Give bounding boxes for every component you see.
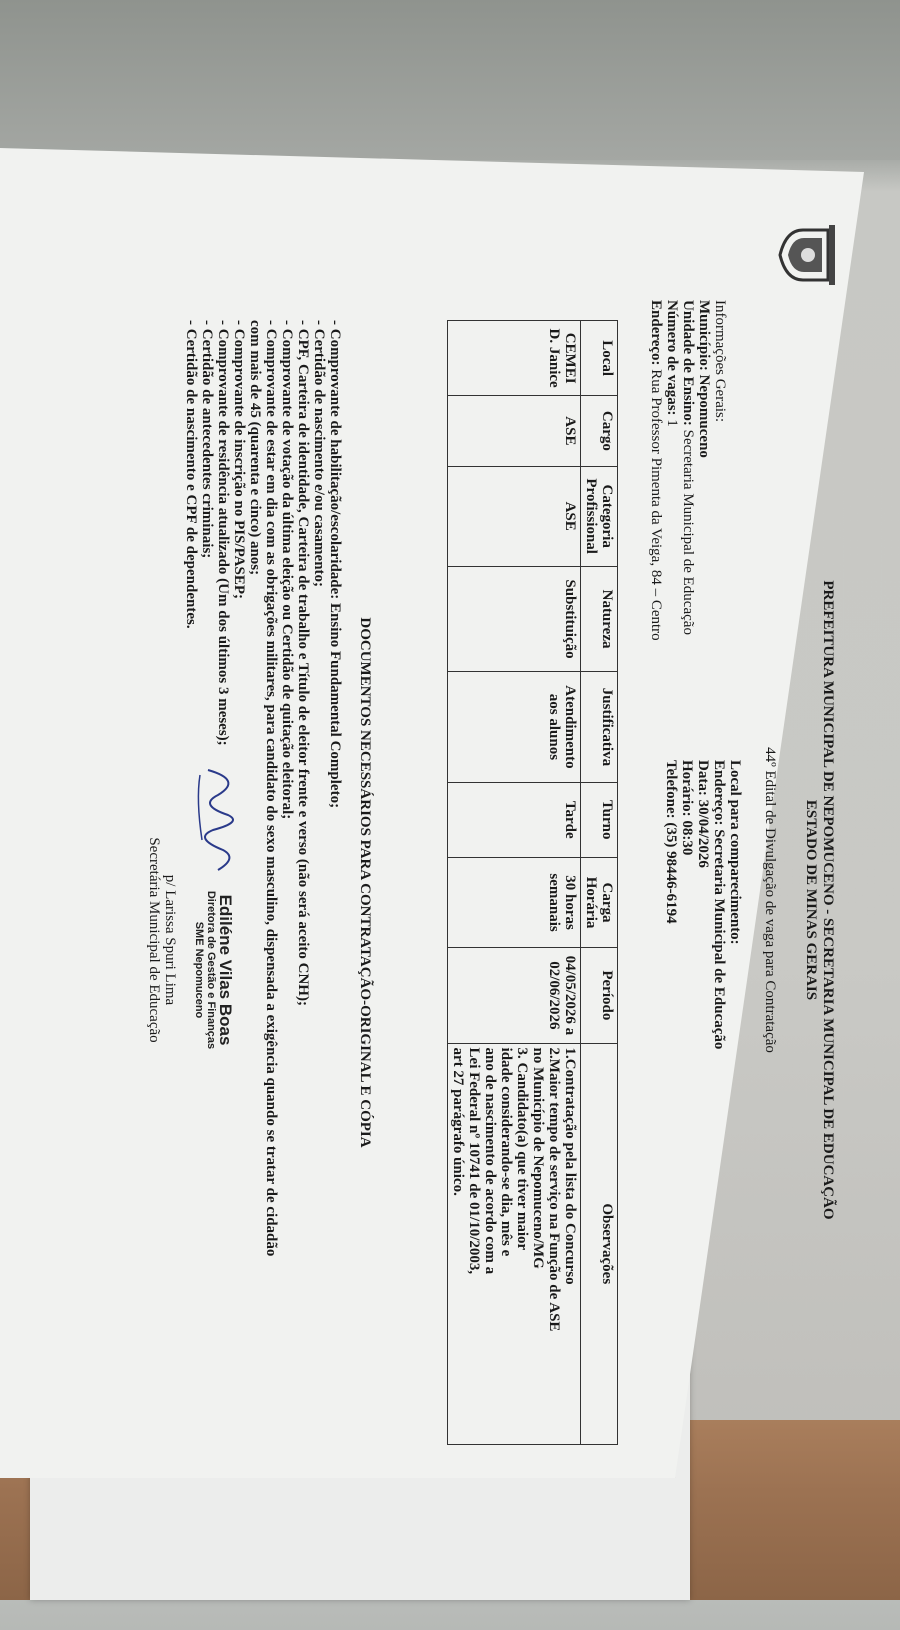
col-header-periodo: Período <box>581 948 618 1043</box>
obs-line: Lei Federal nº 10741 de 01/10/2003, <box>466 1047 482 1275</box>
official-stamp <box>193 845 233 1095</box>
info-line: Informações Gerais: <box>712 300 728 423</box>
list-item: - Comprovante de inscrição no PIS/PASEP; <box>231 320 247 600</box>
obs-line: art 27 parágrafo único. <box>450 1047 466 1196</box>
cell-observacoes <box>448 1043 581 1444</box>
vacancy-table <box>447 320 618 1445</box>
signatory-role: Secretária Municipal de Educação <box>146 837 162 1043</box>
obs-line: 2.Maior tempo de serviço na Função de ASE <box>546 1047 562 1332</box>
obs-line: 3. Candidato(a) que tiver maior <box>514 1047 530 1251</box>
documents-title: DOCUMENTOS NECESSÁRIOS PARA CONTRATAÇÃO-ORIGINAL E CÓPIA <box>357 617 373 1148</box>
col-header-carga: Carga Horária <box>581 857 618 947</box>
info-line: Município: Nepomuceno <box>696 300 712 458</box>
info-line: Telefone: (35) 98446-6194 <box>663 760 679 924</box>
col-header-cargo: Cargo <box>581 396 618 466</box>
list-item: com mais de 45 (quarenta e cinco) anos; <box>247 320 263 576</box>
obs-line: 1.Contratação pela lista do Concurso <box>562 1047 578 1285</box>
cell-carga: 30 horas semanais <box>448 857 581 947</box>
col-header-categoria: Categoria Profissional <box>581 466 618 566</box>
attendance-info <box>663 760 743 1320</box>
list-item: - Comprovante de residência atualizado (Um dos últimos 3 meses); <box>215 320 231 746</box>
stamp-title: Diretora de Gestão e Finanças <box>205 890 217 1050</box>
table-row <box>448 321 581 1445</box>
cell-turno: Tarde <box>448 782 581 857</box>
info-line: Horário: 08:30 <box>679 760 695 856</box>
info-line: Data: 30/04/2026 <box>695 760 711 868</box>
stamp-name: Ediléne Vilas Boas <box>216 894 235 1046</box>
info-line: Unidade de Ensino: Secretaria Municipal de Educação <box>680 300 696 635</box>
list-item: - Certidão de antecedentes criminais; <box>199 320 215 559</box>
signatory-name: p/ Larissa Spuri Lima <box>162 874 178 1006</box>
signature-block <box>146 730 178 1150</box>
list-item: - Certidão de nascimento e CPF de dependentes. <box>183 320 199 629</box>
edital-document <box>58 170 848 1630</box>
list-item: - Comprovante de habilitação/escolaridade: Ensino Fundamental Completo; <box>327 320 343 809</box>
info-line: Endereço: Rua Professor Pimenta da Veiga, 84 – Centro <box>648 300 664 641</box>
list-item: - CPF, Carteira de identidade, Carteira de trabalho e Título de eleitor frente e verso (não será aceito CNH); <box>295 320 311 1006</box>
col-header-justificativa: Justificativa <box>581 672 618 782</box>
header-state: ESTADO DE MINAS GERAIS <box>803 799 819 1001</box>
stamp-org: SME Nepomuceno <box>193 921 205 1019</box>
table-header-row <box>581 321 618 1445</box>
cell-cargo: ASE <box>448 396 581 466</box>
col-header-turno: Turno <box>581 782 618 857</box>
cell-natureza: Substituição <box>448 566 581 671</box>
info-line: Número de vagas: 1 <box>664 300 680 427</box>
list-item: - Certidão de nascimento e/ou casamento; <box>311 320 327 588</box>
edital-title: 44º Edital de Divulgação de vaga para Contratação <box>762 747 778 1053</box>
general-info <box>648 300 728 840</box>
col-header-observacoes: Observações <box>581 1043 618 1444</box>
col-header-local: Local <box>581 321 618 396</box>
list-item: - Comprovante de votação da última eleição ou Certidão de quitação eleitoral; <box>279 320 295 820</box>
cell-local: CEMEI D. Janice <box>448 321 581 396</box>
col-header-natureza: Natureza <box>581 566 618 671</box>
cell-periodo: 04/05/2026 a 02/06/2026 <box>448 948 581 1043</box>
info-line: Local para comparecimento: <box>727 760 743 945</box>
obs-line: no Município de Nepomuceno/MG <box>530 1047 546 1269</box>
header-title: PREFEITURA MUNICIPAL DE NEPOMUCENO - SECRETARIA MUNICIPAL DE EDUCAÇÃO <box>820 580 836 1220</box>
list-item: - Comprovante de estar em dia com as obrigações militares, para candidato do sexo masculino, dispensada a exigência quando se tratar de cidadão <box>263 320 279 1257</box>
background-wall <box>0 0 900 160</box>
obs-line: ano de nascimento de acordo com a <box>482 1047 498 1275</box>
obs-line: idade considerando-se dia, mês e <box>498 1047 514 1257</box>
info-line: Endereço: Secretaria Municipal de Educação <box>711 760 727 1050</box>
cell-categoria: ASE <box>448 466 581 566</box>
cell-justificativa: Atendimento aos alunos <box>448 672 581 782</box>
